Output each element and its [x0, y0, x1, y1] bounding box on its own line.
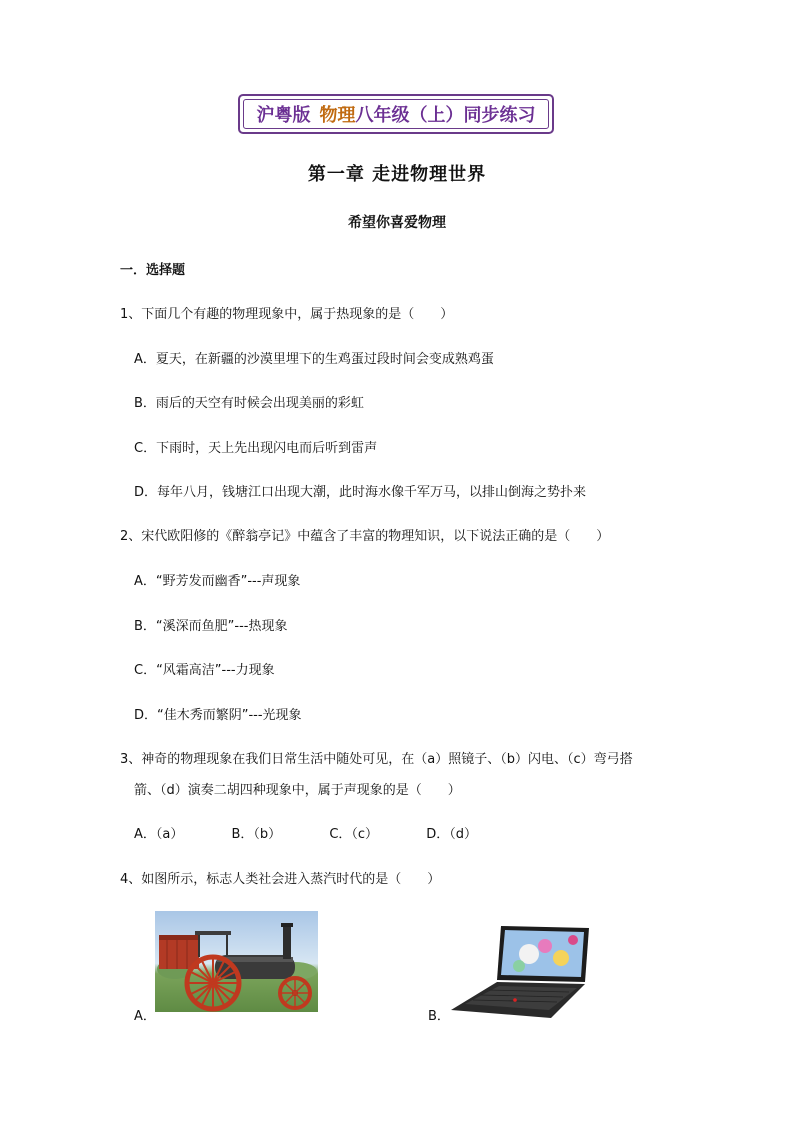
- title-subject: 物理: [319, 105, 356, 126]
- laptop-computer-image: [449, 924, 591, 1020]
- question-1-stem: 1、下面几个有趣的物理现象中，属于热现象的是（ ）: [120, 307, 454, 322]
- question-3-stem-line1: 3、神奇的物理现象在我们日常生活中随处可见，在（a）照镜子、（b）闪电、（c）弯弓搭: [120, 752, 633, 767]
- question-4-option-a: A．: [134, 1009, 156, 1024]
- question-1-option-d: D．每年八月，钱塘江口出现大潮，此时海水像千军万马，以排山倒海之势扑来: [134, 485, 587, 500]
- section-title: 希望你喜爱物理: [348, 215, 446, 231]
- title-grade: 八年级（上）同步练习: [355, 105, 536, 126]
- question-2-option-b: B．“溪深而鱼肥”---热现象: [134, 619, 288, 634]
- steam-traction-engine-image: [155, 911, 318, 1012]
- question-3-option-d: D．（d）: [426, 827, 477, 842]
- question-4-option-b: B．: [428, 1009, 450, 1024]
- question-2-stem: 2、宋代欧阳修的《醉翁亭记》中蕴含了丰富的物理知识，以下说法正确的是（ ）: [120, 529, 610, 544]
- chapter-title: 第一章 走进物理世界: [307, 164, 487, 185]
- question-3-option-a: A．（a）: [134, 827, 184, 842]
- question-3-options: [134, 823, 521, 842]
- question-2-option-a: A．“野芳发而幽香”---声现象: [134, 574, 301, 589]
- question-3-option-c: C．（c）: [329, 827, 379, 842]
- question-2-option-d: D．“佳木秀而繁阴”---光现象: [134, 708, 302, 723]
- question-1-option-c: C．下雨时，天上先出现闪电而后听到雷声: [134, 441, 378, 456]
- question-2-option-c: C．“风霜高洁”---力现象: [134, 663, 275, 678]
- question-4-stem: 4、如图所示，标志人类社会进入蒸汽时代的是（ ）: [120, 872, 441, 887]
- question-3-stem-line2: 箭、（d）演奏二胡四种现象中，属于声现象的是（ ）: [134, 783, 461, 798]
- title-box: [238, 94, 554, 134]
- question-1-option-a: A．夏天，在新疆的沙漠里埋下的生鸡蛋过段时间会变成熟鸡蛋: [134, 352, 494, 367]
- title-publisher: 沪粤版: [256, 105, 311, 126]
- part-title: 一．选择题: [120, 263, 186, 278]
- document-title: [240, 96, 552, 132]
- question-3-option-b: B．（b）: [231, 827, 282, 842]
- question-1-option-b: B．雨后的天空有时候会出现美丽的彩虹: [134, 396, 364, 411]
